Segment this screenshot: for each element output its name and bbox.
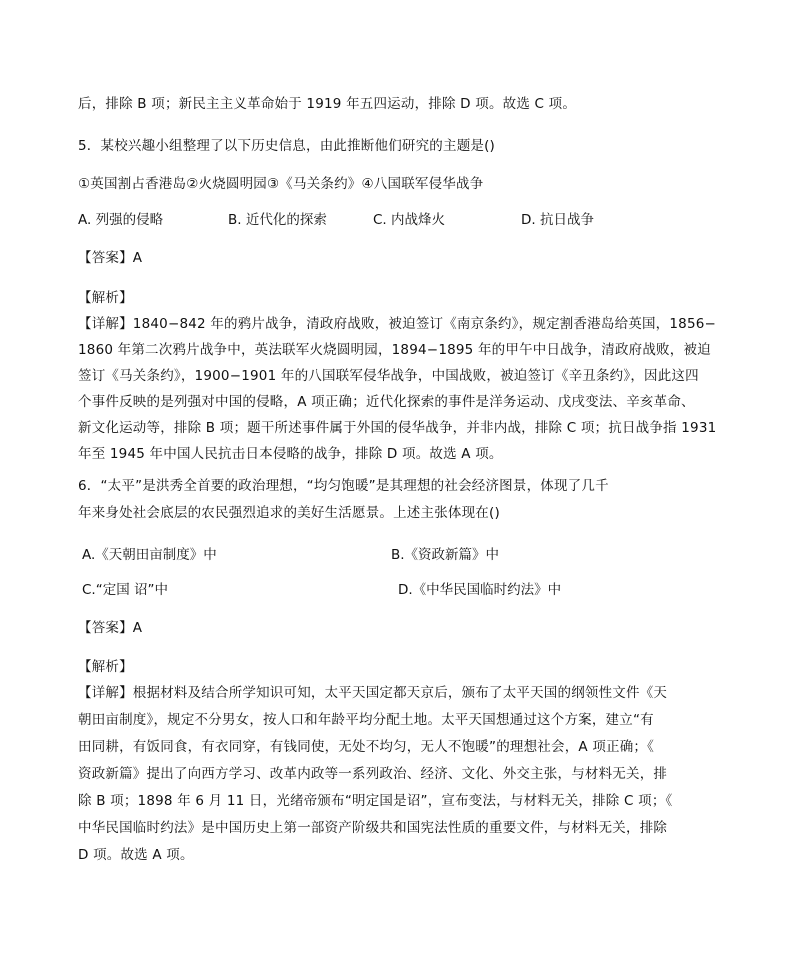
- question-5-stem: 5．某校兴趣小组整理了以下历史信息，由此推断他们研究的主题是(): [78, 138, 496, 154]
- question-5-option-a: A. 列强的侵略: [78, 212, 164, 228]
- question-5-info: ①英国割占香港岛②火烧圆明园③《马关条约》④八国联军侵华战争: [78, 176, 484, 192]
- previous-explanation-end: 后，排除 B 项；新民主主义革命始于 1919 年五四运动，排除 D 项。故选 C 项。: [78, 96, 577, 112]
- question-5-analysis-heading: 【解析】: [78, 290, 133, 306]
- question-5-detail-line-4: 个事件反映的是列强对中国的侵略，A 项正确；近代化探索的事件是洋务运动、戊戌变法、辛亥革命、: [78, 394, 695, 410]
- question-6-answer: 【答案】A: [78, 620, 143, 636]
- question-5-detail-line-2: 1860 年第二次鸦片战争中，英法联军火烧圆明园，1894−1895 年的甲午中日战争，清政府战败，被迫: [78, 342, 711, 358]
- question-6-option-c: C.“定国 诏”中: [82, 582, 168, 598]
- question-6-detail-line-7: D 项。故选 A 项。: [78, 847, 194, 863]
- question-6-stem-line-2: 年来身处社会底层的农民强烈追求的美好生活愿景。上述主张体现在(): [78, 505, 500, 521]
- question-6-option-b: B.《资政新篇》中: [391, 547, 500, 563]
- question-6-detail-line-4: 资政新篇》提出了向西方学习、改革内政等一系列政治、经济、文化、外交主张，与材料无关，排: [78, 766, 668, 782]
- question-5-option-c: C. 内战烽火: [373, 212, 446, 228]
- question-6-detail-line-2: 朝田亩制度》，规定不分男女，按人口和年龄平均分配土地。太平天国想通过这个方案，建立“有: [78, 712, 654, 728]
- question-6-detail-line-3: 田同耕，有饭同食，有衣同穿，有钱同使，无处不均匀，无人不饱暖”的理想社会，A 项正确；《: [78, 739, 655, 755]
- question-6-detail-line-5: 除 B 项；1898 年 6 月 11 日，光绪帝颁布“明定国是诏”，宣布变法，与材料无关，排除 C 项；《: [78, 793, 673, 809]
- question-6-analysis-heading: 【解析】: [78, 659, 133, 675]
- question-5-detail-line-3: 签订《马关条约》，1900−1901 年的八国联军侵华战争，中国战败，被迫签订《辛丑条约》，因此这四: [78, 368, 699, 384]
- question-6-option-d: D.《中华民国临时约法》中: [398, 582, 562, 598]
- question-5-detail-line-5: 新文化运动等，排除 B 项；题干所述事件属于外国的侵华战争，并非内战，排除 C 项；抗日战争指 1931: [78, 420, 717, 436]
- question-5-detail-line-1: 【详解】1840−842 年的鸦片战争，清政府战败，被迫签订《南京条约》，规定割香港岛给英国，1856−: [78, 316, 717, 332]
- question-6-option-a: A.《天朝田亩制度》中: [82, 547, 217, 563]
- question-5-option-d: D. 抗日战争: [521, 212, 594, 228]
- question-6-stem-line-1: 6．“太平”是洪秀全首要的政治理想，“均匀饱暖”是其理想的社会经济图景，体现了几千: [78, 478, 609, 494]
- question-5-answer: 【答案】A: [78, 250, 143, 266]
- question-5-detail-line-6: 年至 1945 年中国人民抗击日本侵略的战争，排除 D 项。故选 A 项。: [78, 446, 503, 462]
- question-6-detail-line-1: 【详解】根据材料及结合所学知识可知，太平天国定都天京后，颁布了太平天国的纲领性文件《天: [78, 685, 668, 701]
- question-5-option-b: B. 近代化的探索: [228, 212, 327, 228]
- question-6-detail-line-6: 中华民国临时约法》是中国历史上第一部资产阶级共和国宪法性质的重要文件，与材料无关，排除: [78, 820, 668, 836]
